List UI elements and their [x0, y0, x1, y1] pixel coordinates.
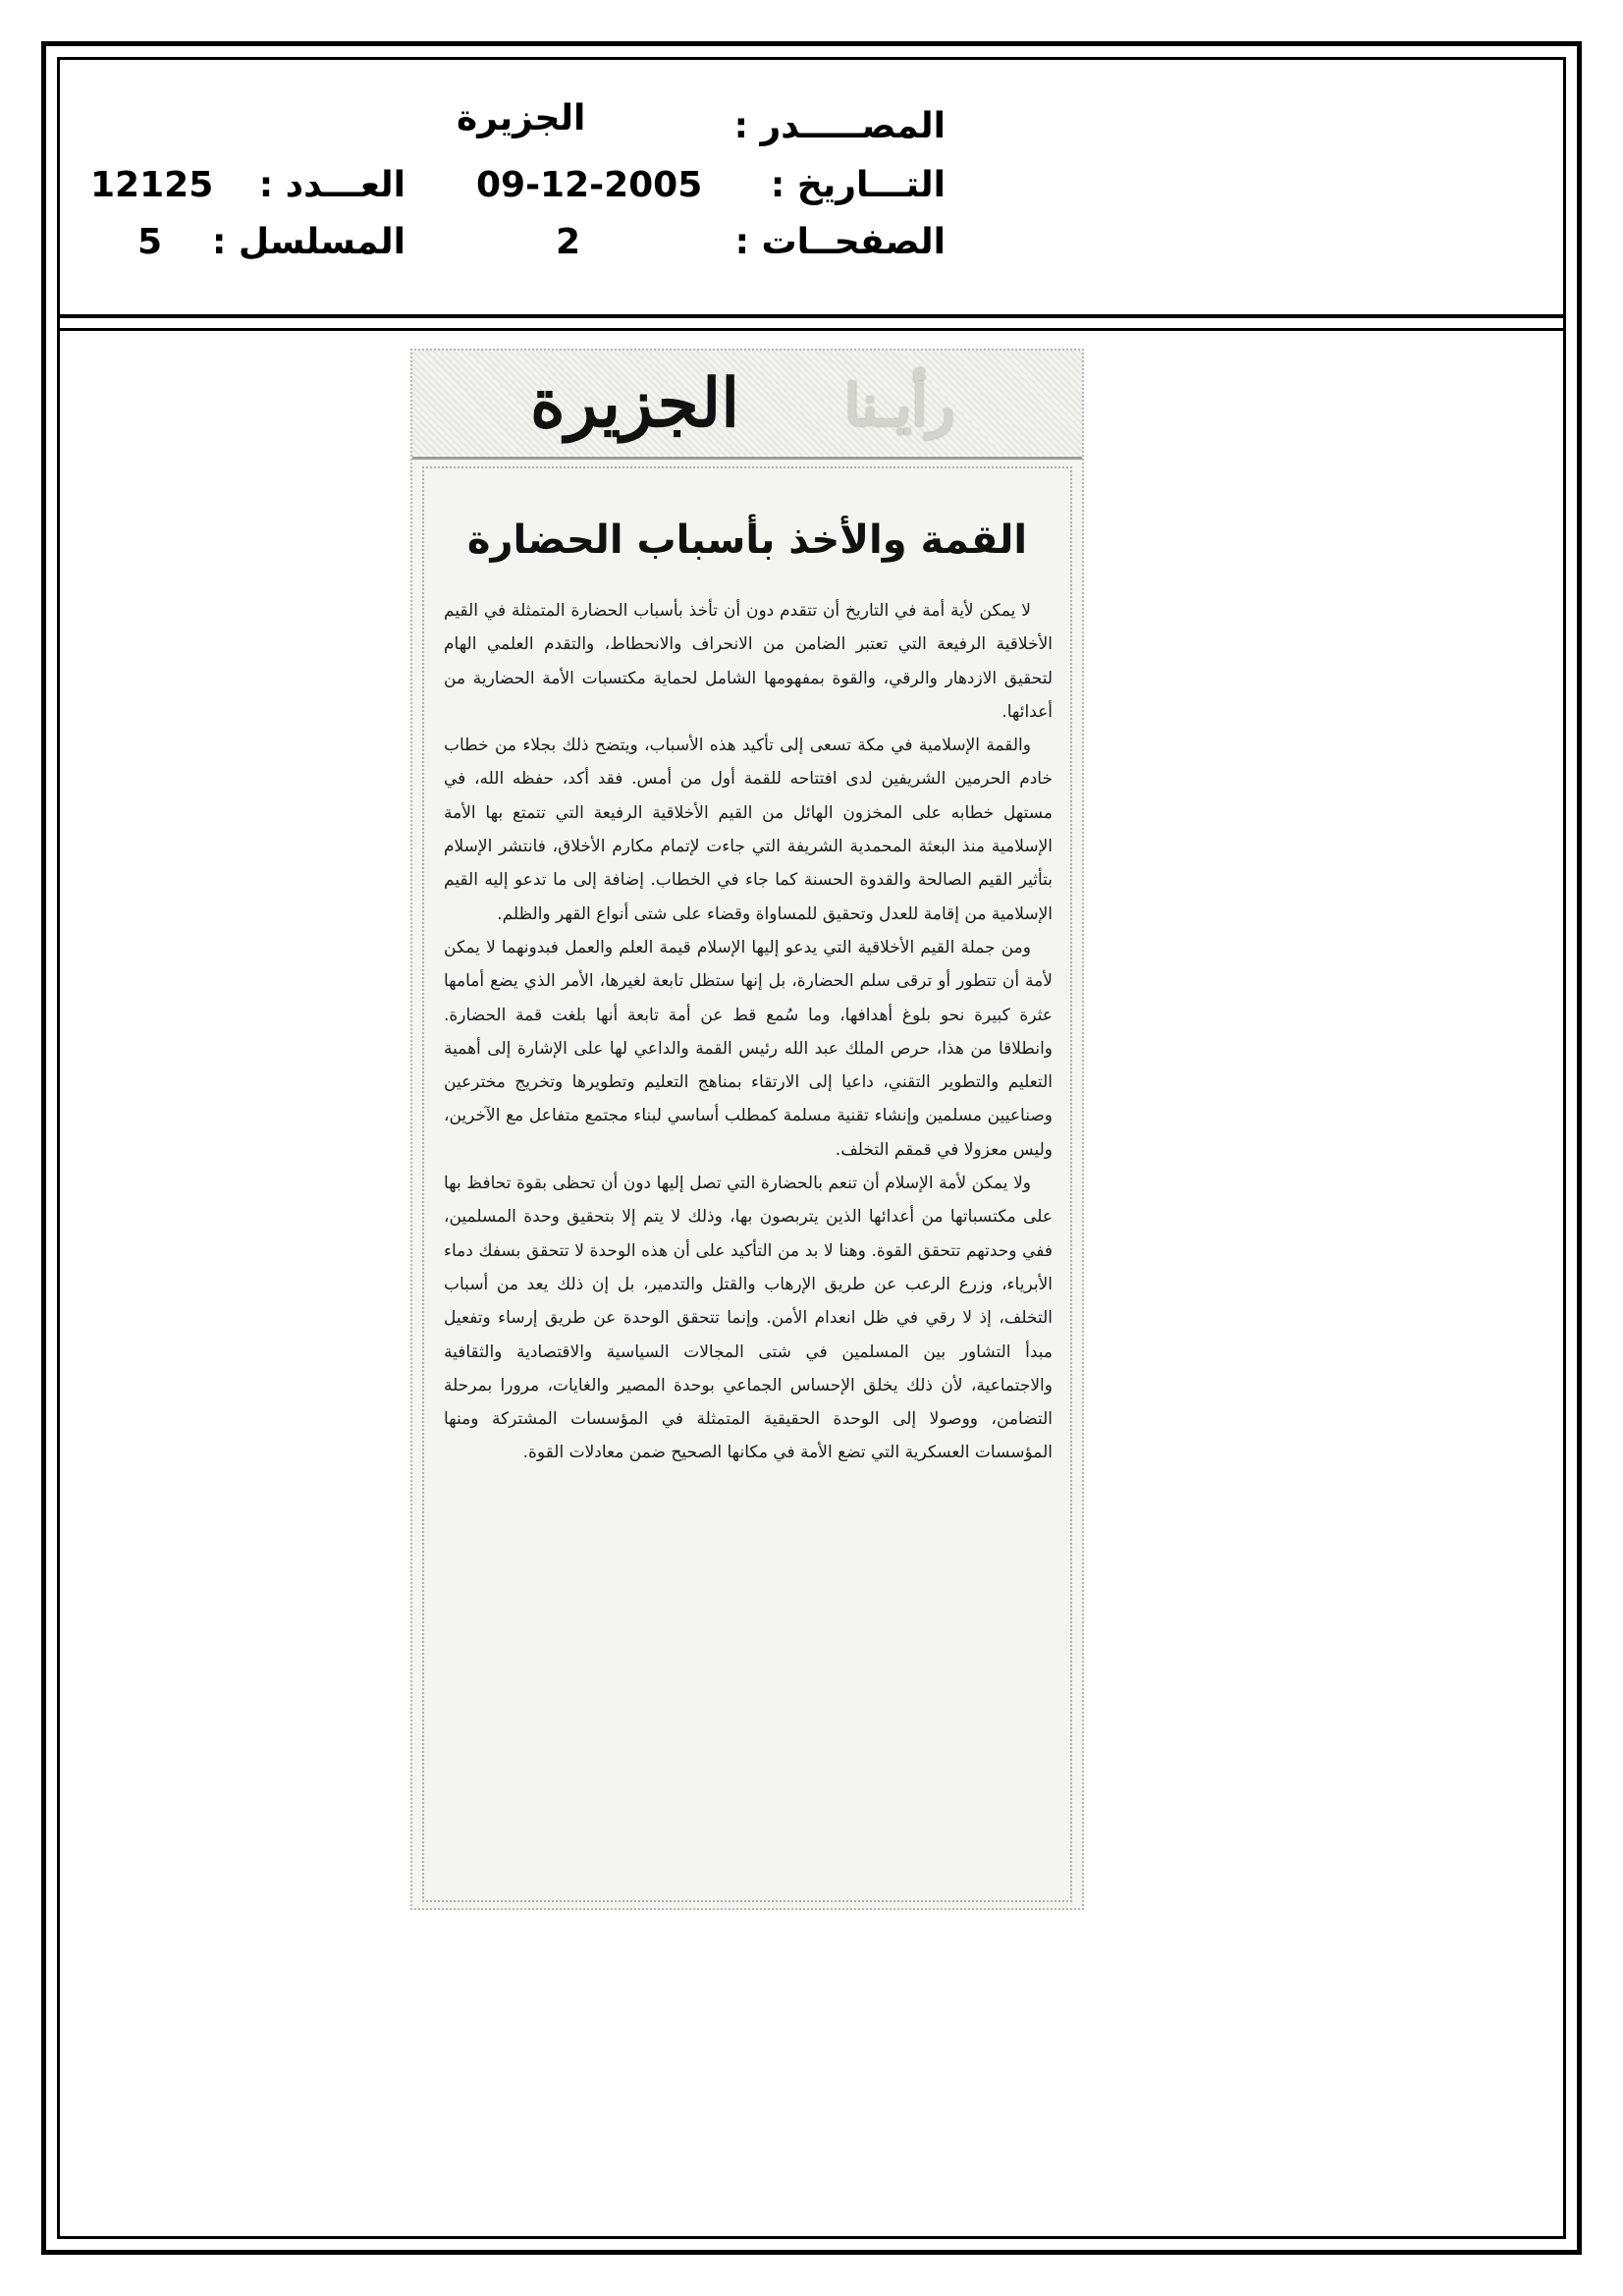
serial-label: المسلسل : [211, 222, 406, 262]
article-paragraph: لا يمكن لأية أمة في التاريخ أن تتقدم دون أن تأخذ بأسباب الحضارة المتمثلة في القيم الأخلاقية الرفيعة التي تعتبر الضامن من الانحراف والانحطاط، والتقدم العلمي الهام لتحقيق الازدهار والرقي، والقوة بمفهومها الشامل لحماية مكتسبات الأمة الحضارية من أعدائها. [444, 601, 1053, 722]
article-paragraph: ولا يمكن لأمة الإسلام أن تنعم بالحضارة التي تصل إليها دون أن تحظى بقوة تحافظ بها على مكتسباتها من أعدائها الذين يتربصون بها، وذلك لا يتم إلا بتحقيق وحدة المسلمين، ففي وحدتهم تتحقق القوة. وهنا لا بد من التأكيد على أن هذه الوحدة لا تتحقق بسفك دماء الأبرياء، وزرع الرعب عن طريق الإرهاب والقتل والتدمير، بل إن ذلك يعد من أسباب التخلف، إذ لا رقي في ظل انعدام الأمن. وإنما تتحقق الوحدة عن طريق إرساء وتفعيل مبدأ التشاور بين المسلمين في شتى المجالات السياسية والاقتصادية والثقافية والاجتماعية، لأن ذلك يخلق الإحساس الجماعي بوحدة المصير والغايات، مرورا بمرحلة التضامن، ووصولا إلى الوحدة الحقيقية المتمثلة في المؤسسات المشتركة ومنها المؤسسات العسكرية التي تضع الأمة في مكانها الصحيح ضمن معادلات القوة. [444, 1174, 1053, 1463]
newspaper-logo: الجزيرة [530, 364, 740, 443]
issue-label: العـــدد : [258, 165, 406, 205]
serial-value: 5 [137, 222, 163, 262]
article-paragraph: ومن جملة القيم الأخلاقية التي يدعو إليها الإسلام قيمة العلم والعمل فبدونهما لا يمكن لأمة أن تتطور أو ترقى سلم الحضارة، بل إنها ستظل تابعة لغيرها، الأمر الذي يضع أمامها عثرة كبيرة نحو بلوغ أهدافها، وما سُمع قط عن أمة تابعة أنها بلغت قمة الحضارة. وانطلاقا من هذا، حرص الملك عبد الله رئيس القمة والداعي لها على الإشارة إلى أهمية التعليم والتطوير التقني، داعيا إلى الارتقاء بمناهج التعليم وتطويرها وتخريج مخترعين وصناعيين مسلمين وإنشاء تقنية مسلمة كمطلب أساسي لبناء مجتمع متفاعل مع الآخرين، وليس معزولا في قمقم التخلف. [444, 937, 1053, 1160]
source-label: المصـــــدر : [733, 106, 946, 146]
masthead [412, 351, 1082, 460]
section-title: رأيـنا [844, 372, 955, 439]
header-divider-secondary [57, 328, 1566, 331]
article-paragraph: والقمة الإسلامية في مكة تسعى إلى تأكيد هذه الأسباب، ويتضح ذلك بجلاء من خطاب خادم الحرمين الشريفين لدى افتتاحه للقمة أول من أمس. فقد أكد، حفظه الله، في مستهل خطابه على المخزون الهائل من القيم الأخلاقية الرفيعة التي تتمتع بها الأمة الإسلامية منذ البعثة المحمدية الشريفة التي جاءت لإتمام مكارم الأخلاق، فانتشر الإسلام بتأثير القيم الصالحة والقدوة الحسنة كما جاء في الخطاب. إضافة إلى ما تدعو إليه القيم الإسلامية من إقامة للعدل وتحقيق للمساواة وقضاء على شتى أنواع القهر والظلم. [444, 736, 1053, 924]
pages-label: الصفحــات : [734, 222, 946, 262]
source-value: الجزيرة [457, 98, 586, 138]
date-value: 09-12-2005 [476, 165, 703, 205]
issue-value: 12125 [90, 165, 214, 205]
article-headline: القمة والأخذ بأسباب الحضارة [466, 518, 1028, 563]
date-label: التـــاريخ : [770, 165, 946, 205]
pages-value: 2 [556, 222, 581, 262]
header-divider [57, 314, 1566, 318]
newspaper-clipping [410, 349, 1084, 1910]
article-body [444, 594, 1053, 1470]
